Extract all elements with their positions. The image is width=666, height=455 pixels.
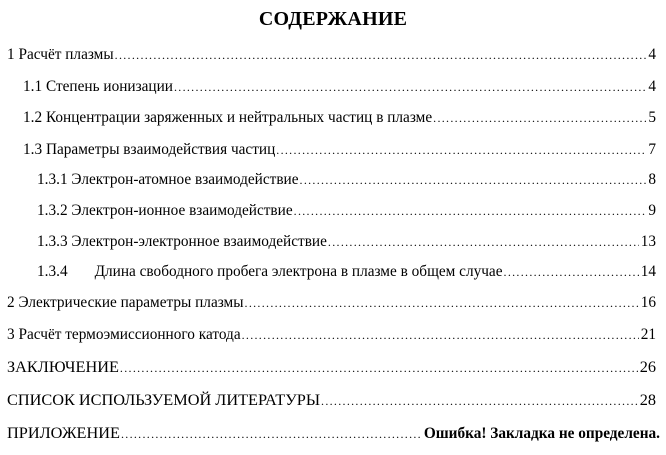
- toc-entry-page: 4: [648, 46, 656, 63]
- toc-entry-1-3-4[interactable]: [37, 262, 656, 282]
- toc-entry-3[interactable]: [7, 325, 656, 345]
- toc-entry-page: 13: [640, 233, 656, 250]
- toc-entry-label: 3 Расчёт термоэмиссионного катода: [7, 326, 241, 343]
- toc-entry-conclusion[interactable]: [7, 357, 656, 378]
- toc-entry-label: 1.3.3 Электрон-электронное взаимодействие: [37, 233, 327, 250]
- toc-dot-leader: [174, 77, 646, 97]
- toc-dot-leader: [276, 140, 646, 160]
- toc-dot-leader: [504, 262, 639, 282]
- toc-dot-leader: [245, 293, 639, 313]
- toc-entry-1-3-3[interactable]: [37, 232, 656, 252]
- toc-entry-label: СПИСОК ИСПОЛЬЗУЕМОЙ ЛИТЕРАТУРЫ: [7, 390, 321, 409]
- toc-entry-number: 1.3.4: [37, 263, 68, 280]
- toc-entry-references[interactable]: [7, 390, 656, 411]
- toc-entry-bookmark-error: Ошибка! Закладка не определена.: [423, 425, 660, 442]
- toc-entry-page: 8: [648, 171, 656, 188]
- toc-dot-leader: [328, 232, 639, 252]
- toc-entry-appendix[interactable]: [7, 423, 660, 444]
- toc-entry-label: ПРИЛОЖЕНИЕ: [7, 423, 120, 442]
- toc-entry-page: 16: [640, 294, 656, 311]
- toc-entry-label: 1.2 Концентрации заряженных и нейтральных частиц в плазме: [23, 109, 433, 126]
- toc-dot-leader: [242, 325, 639, 345]
- toc-entry-label: 1 Расчёт плазмы: [7, 46, 114, 63]
- toc-entry-page: 9: [648, 202, 656, 219]
- toc-entry-1-3-2[interactable]: [37, 201, 656, 221]
- toc-dot-leader: [294, 201, 647, 221]
- toc-entry-2[interactable]: [7, 293, 656, 313]
- toc-entry-label: 1.1 Степень ионизации: [23, 78, 173, 95]
- toc-entry-page: 21: [640, 326, 656, 343]
- toc-dot-leader: [120, 358, 638, 378]
- document-title: СОДЕРЖАНИЕ: [258, 8, 408, 30]
- toc-entry-1-3-1[interactable]: [37, 170, 656, 190]
- toc-dot-leader: [321, 391, 638, 411]
- toc-dot-leader: [433, 108, 646, 128]
- toc-entry-label: 1.3.2 Электрон-ионное взаимодействие: [37, 202, 293, 219]
- toc-entry-label: Длина свободного пробега электрона в плазме в общем случае: [94, 263, 503, 280]
- toc-entry-page: 14: [640, 263, 656, 280]
- toc-entry-label: 1.3.1 Электрон-атомное взаимодействие: [37, 171, 299, 188]
- toc-dot-leader: [121, 424, 422, 444]
- toc-entry-page: 28: [639, 390, 656, 409]
- toc-entry-1-1[interactable]: [23, 77, 656, 97]
- toc-entry-page: 5: [648, 109, 656, 126]
- toc-entry-1-3[interactable]: [23, 140, 656, 160]
- toc-entry-page: 4: [648, 78, 656, 95]
- toc-entry-label: ЗАКЛЮЧЕНИЕ: [7, 357, 119, 376]
- toc-entry-page: 7: [648, 141, 656, 158]
- toc-entry-1-2[interactable]: [23, 108, 656, 128]
- toc-dot-leader: [115, 45, 647, 65]
- toc-entry-label: 1.3 Параметры взаимодействия частиц: [23, 141, 276, 158]
- toc-dot-leader: [300, 170, 647, 190]
- toc-entry-1[interactable]: [7, 45, 656, 65]
- toc-entry-label: 2 Электрические параметры плазмы: [7, 294, 244, 311]
- toc-entry-page: 26: [639, 357, 656, 376]
